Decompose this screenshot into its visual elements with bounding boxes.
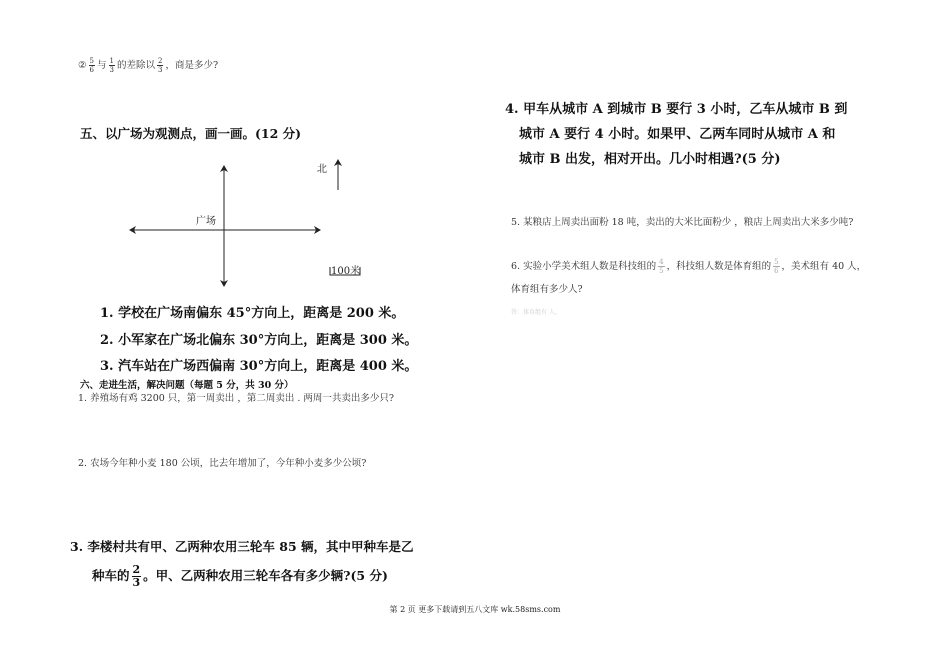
square-label: 广场 [196,216,216,227]
fraction-2-3: $\frac{2}{3}$ [158,57,163,74]
draw-item-2: 2. 小军家在广场北偏东 30°方向上，距离是 300 米。 [100,333,418,348]
problem-6-line-2: 体育组有多少人? [511,284,583,295]
section-5-title: 五、以广场为观测点，画一画。(12 分) [80,126,302,141]
problem-4-line-1: 4. 甲车从城市 A 到城市 B 要行 3 小时，乙车从城市 B 到 [505,102,848,117]
faded-answer-note: 答：体育组有 人。 [511,309,561,316]
problem-4-line-3: 城市 B 出发，相对开出。几小时相遇?(5 分) [519,152,781,167]
page-footer: 第 2 页 更多下载请到五八文库 wk.58sms.com [389,605,561,614]
fraction-5-6: $\frac{5}{6}$ [89,57,94,74]
problem-3-line-2: 种车的 $\frac{2}{3}$ 。甲、乙两种农用三轮车各有多少辆?(5 分) [92,563,388,589]
problem-4-line-2: 城市 A 要行 4 小时。如果甲、乙两车同时从城市 A 和 [519,127,836,142]
draw-item-1: 1. 学校在广场南偏东 45°方向上，距离是 200 米。 [100,306,405,321]
draw-item-3: 3. 汽车站在广场西偏南 30°方向上，距离是 400 米。 [100,359,418,374]
problem-5: 5. 某粮店上周卖出面粉 18 吨，卖出的大米比面粉少 ，粮店上周卖出大米多少吨? [511,217,854,228]
scale-label: 100米 [331,266,361,277]
problem-1: 1. 养殖场有鸡 3200 只，第一周卖出 ，第二周卖出 . 两周一共卖出多少只? [78,393,394,404]
problem-3-line-1: 3. 李楼村共有甲、乙两种农用三轮车 85 辆，其中甲种车是乙 [70,539,414,554]
problem-2: 2. 农场今年种小麦 180 公顷，比去年增加了，今年种小麦多少公顷? [78,458,367,469]
section-6-title: 六、走进生活，解决问题（每题 5 分，共 30 分） [80,380,294,391]
fraction-1-3: $\frac{1}{3}$ [109,57,114,74]
fraction-5-6-faint: $\frac{5}{6}$ [774,258,779,275]
north-label: 北 [317,164,327,175]
fraction-4-5: $\frac{4}{5}$ [659,258,664,275]
question-2-ratio: ② $\frac{5}{6}$ 与 $\frac{1}{3}$ 的差除以 $\frac{2}{3}$ ，商是多少? [78,57,219,74]
problem-6-line-1: 6. 实验小学美术组人数是科技组的 $\frac{4}{5}$ ，科技组人数是体育组的 $\frac{5}{6}$ ，美术组有 40 人， [511,258,867,275]
circle-number: ② [78,60,87,71]
fraction-2-3-big: $\frac{2}{3}$ [132,563,141,589]
